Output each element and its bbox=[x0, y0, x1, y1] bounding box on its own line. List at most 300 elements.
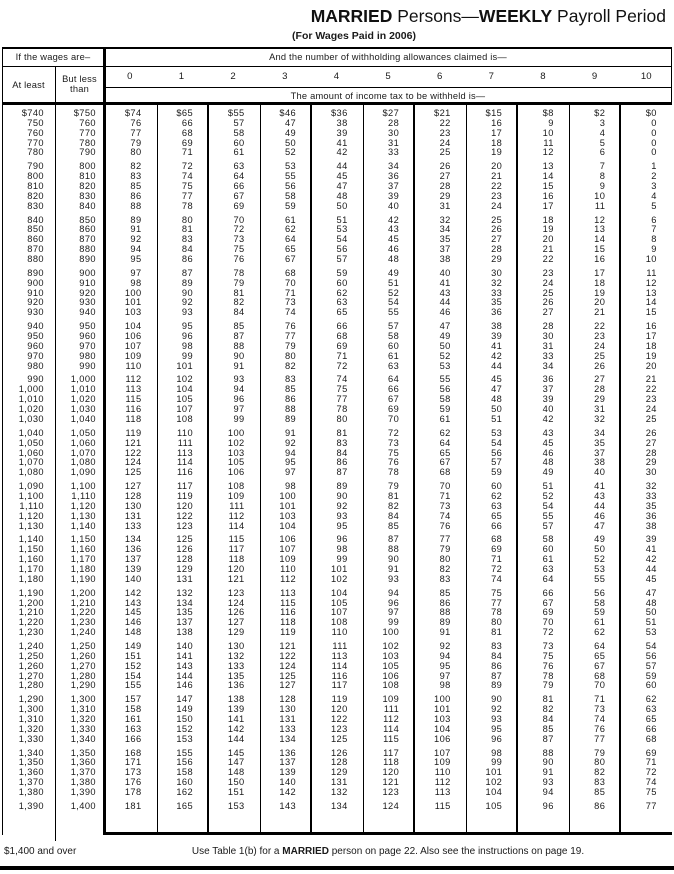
tax-cell: 149 bbox=[124, 640, 142, 651]
tax-cell: 47 bbox=[645, 587, 657, 598]
tax-cell: 126 bbox=[227, 607, 245, 618]
tax-cell: 88 bbox=[388, 544, 400, 555]
tax-cell: 108 bbox=[382, 680, 400, 691]
tax-cell: 87 bbox=[336, 467, 348, 478]
tax-cell: 109 bbox=[434, 757, 451, 768]
tax-cell: 94 bbox=[388, 587, 400, 598]
tax-cell: 73 bbox=[594, 704, 606, 715]
tax-cell: 134 bbox=[330, 800, 348, 811]
tax-cell: 17 bbox=[594, 267, 606, 278]
tax-cell: 50 bbox=[284, 137, 297, 148]
tax-cell: 89 bbox=[284, 413, 297, 424]
wage-but-less-cell: 970 bbox=[79, 340, 96, 351]
tax-cell: 121 bbox=[279, 640, 297, 651]
tax-cell: 84 bbox=[491, 650, 503, 661]
wage-at-least-cell: 1,110 bbox=[19, 500, 44, 511]
tax-cell: 81 bbox=[233, 287, 245, 298]
tax-cell: 59 bbox=[594, 607, 606, 618]
tax-cell: 79 bbox=[388, 481, 400, 492]
tax-cell: 53 bbox=[594, 563, 606, 574]
wage-row-group bbox=[0, 802, 674, 812]
tax-cell: 72 bbox=[388, 427, 400, 438]
tax-cell: 78 bbox=[388, 467, 400, 478]
tax-cell: 91 bbox=[439, 627, 451, 638]
tax-cell: 28 bbox=[542, 321, 554, 332]
tax-cell: 23 bbox=[645, 394, 657, 405]
tax-cell: 21 bbox=[645, 374, 657, 385]
subtitle: (For Wages Paid in 2006) bbox=[292, 30, 416, 42]
tax-cell: 36 bbox=[388, 171, 400, 182]
tax-cell: 66 bbox=[645, 723, 657, 734]
tax-cell: 23 bbox=[542, 267, 554, 278]
tax-cell: 71 bbox=[336, 350, 348, 361]
tax-cell: 64 bbox=[388, 374, 400, 385]
tax-cell: 115 bbox=[125, 394, 142, 405]
tax-cell: 68 bbox=[181, 127, 194, 138]
tax-cell: 158 bbox=[176, 767, 194, 778]
tax-cell: 87 bbox=[233, 331, 245, 342]
tax-cell: 59 bbox=[336, 267, 348, 278]
wage-but-less-cell: 980 bbox=[79, 350, 96, 361]
tax-cell: 126 bbox=[330, 747, 348, 758]
tax-cell: 22 bbox=[594, 321, 606, 332]
tax-cell: 82 bbox=[130, 161, 142, 172]
wage-at-least-cell: 1,380 bbox=[18, 787, 44, 797]
tax-cell: 82 bbox=[284, 360, 297, 371]
tax-cell: 109 bbox=[279, 554, 297, 565]
allowances-label: And the number of withholding allowances claimed is— bbox=[269, 52, 507, 62]
footer-note bbox=[104, 846, 672, 857]
tax-cell: 131 bbox=[176, 573, 194, 584]
tax-cell: 97 bbox=[388, 607, 400, 618]
tax-cell: 163 bbox=[124, 723, 142, 734]
tax-cell: 88 bbox=[130, 200, 142, 211]
tax-cell: 83 bbox=[130, 171, 142, 182]
wage-but-less-cell: 1,050 bbox=[70, 427, 96, 438]
tax-cell: 44 bbox=[645, 563, 657, 574]
tax-cell: 18 bbox=[542, 214, 554, 225]
tax-cell: 48 bbox=[336, 190, 348, 201]
tax-cell: 145 bbox=[124, 607, 142, 618]
tax-cell: 124 bbox=[279, 660, 297, 671]
wage-row-group bbox=[0, 429, 674, 478]
tax-cell: 43 bbox=[542, 427, 554, 438]
tax-cell: 101 bbox=[176, 360, 194, 371]
wage-but-less-cell: 790 bbox=[79, 147, 96, 158]
tax-cell: 130 bbox=[279, 704, 297, 715]
allowance-number-row bbox=[104, 66, 672, 87]
tax-cell: 91 bbox=[233, 360, 245, 371]
allowance-col-header-10: 10 bbox=[640, 71, 652, 82]
tax-cell: 106 bbox=[382, 670, 400, 681]
tax-cell: 111 bbox=[383, 704, 400, 715]
tax-cell: 37 bbox=[594, 447, 606, 458]
tax-cell: 53 bbox=[336, 224, 348, 235]
tax-cell: 72 bbox=[336, 360, 348, 371]
tax-cell: 20 bbox=[542, 234, 554, 245]
wage-at-least-cell: 790 bbox=[27, 161, 44, 172]
table-row bbox=[0, 148, 674, 158]
tax-cell: 107 bbox=[124, 340, 142, 351]
tax-cell: 122 bbox=[330, 713, 348, 724]
tax-cell: 66 bbox=[491, 520, 503, 531]
tax-cell: 52 bbox=[594, 554, 606, 565]
tax-cell: 137 bbox=[176, 617, 194, 628]
tax-cell: 72 bbox=[233, 224, 245, 235]
tax-cell: 117 bbox=[383, 747, 400, 758]
tax-cell: 59 bbox=[645, 670, 657, 681]
tax-cell: 162 bbox=[176, 787, 194, 797]
tax-cell: 89 bbox=[130, 214, 142, 225]
tax-cell: 82 bbox=[594, 767, 606, 778]
tax-cell: 113 bbox=[280, 587, 297, 598]
tax-cell: 125 bbox=[330, 733, 348, 744]
tax-cell: 114 bbox=[383, 723, 400, 734]
tax-cell: 97 bbox=[439, 670, 451, 681]
tax-cell: 72 bbox=[542, 627, 554, 638]
tax-cell: 65 bbox=[284, 244, 297, 255]
tax-cell: 95 bbox=[284, 457, 297, 468]
tax-cell: 86 bbox=[491, 660, 503, 671]
tax-cell: 61 bbox=[388, 350, 400, 361]
tax-cell: 2 bbox=[651, 171, 657, 182]
tax-cell: 123 bbox=[227, 587, 245, 598]
tax-cell: 69 bbox=[491, 544, 503, 555]
tax-cell: 55 bbox=[439, 374, 451, 385]
wage-at-least-cell: 1,100 bbox=[18, 490, 44, 501]
tax-cell: 108 bbox=[227, 481, 245, 492]
tax-cell: 104 bbox=[176, 384, 194, 395]
tax-cell: 73 bbox=[542, 640, 554, 651]
tax-cell: 38 bbox=[594, 457, 606, 468]
tax-cell: 19 bbox=[542, 224, 554, 235]
tax-cell: 114 bbox=[228, 520, 245, 531]
wage-at-least-cell: 1,130 bbox=[18, 520, 44, 531]
tax-cell: 152 bbox=[124, 660, 142, 671]
wage-but-less-cell: 760 bbox=[79, 117, 96, 128]
wage-at-least-cell: 880 bbox=[27, 254, 44, 265]
wage-but-less-cell: 800 bbox=[79, 161, 96, 172]
tax-cell: 72 bbox=[181, 161, 194, 172]
tax-cell: 93 bbox=[336, 510, 348, 521]
tax-cell: 142 bbox=[279, 787, 297, 797]
tax-cell: 35 bbox=[491, 297, 503, 308]
tax-cell: 5 bbox=[651, 200, 657, 211]
tax-cell: 12 bbox=[645, 277, 657, 288]
tax-cell: 100 bbox=[279, 490, 297, 501]
tax-cell: 94 bbox=[542, 787, 554, 797]
tax-cell: 55 bbox=[284, 171, 297, 182]
tax-cell: 48 bbox=[491, 394, 503, 405]
tax-cell: 57 bbox=[645, 660, 657, 671]
column-divider bbox=[207, 105, 209, 832]
tax-cell: 94 bbox=[439, 650, 451, 661]
tax-cell: 133 bbox=[124, 520, 142, 531]
tax-cell: 19 bbox=[645, 350, 657, 361]
tax-cell: 76 bbox=[439, 520, 451, 531]
tax-cell: 50 bbox=[491, 404, 503, 415]
table-row bbox=[0, 308, 674, 318]
tax-cell: 103 bbox=[227, 447, 245, 458]
tax-cell: 55 bbox=[542, 510, 554, 521]
tax-cell: 4 bbox=[599, 127, 606, 138]
tax-cell: 91 bbox=[388, 563, 400, 574]
tax-cell: 15 bbox=[594, 244, 606, 255]
tax-cell: 98 bbox=[284, 481, 297, 492]
tax-cell: 28 bbox=[439, 181, 451, 192]
wage-but-less-cell: 1,400 bbox=[70, 800, 96, 811]
tax-cell: 69 bbox=[542, 607, 554, 618]
tax-cell: 66 bbox=[233, 181, 245, 192]
tax-cell: 62 bbox=[491, 490, 503, 501]
tax-cell: 100 bbox=[382, 627, 400, 638]
wage-but-less-cell: 950 bbox=[79, 321, 96, 332]
tax-cell: 133 bbox=[279, 723, 297, 734]
tax-cell: 76 bbox=[284, 321, 297, 332]
wage-but-less-cell: 1,200 bbox=[70, 587, 96, 598]
tax-cell: 91 bbox=[130, 224, 142, 235]
tax-cell: 145 bbox=[227, 747, 245, 758]
table-row bbox=[0, 522, 674, 532]
wage-but-less-cell: 1,210 bbox=[70, 597, 96, 608]
tax-cell: 102 bbox=[330, 573, 348, 584]
tax-cell: 10 bbox=[645, 254, 657, 265]
tax-cell: 1 bbox=[651, 161, 657, 172]
tax-cell: 42 bbox=[336, 147, 348, 158]
tax-cell: 74 bbox=[491, 573, 503, 584]
tax-cell: 65 bbox=[439, 447, 451, 458]
tax-cell: 90 bbox=[181, 287, 194, 298]
wage-but-less-cell: 820 bbox=[79, 181, 96, 192]
wage-but-less-cell: 1,320 bbox=[70, 713, 96, 724]
tax-cell: 144 bbox=[176, 670, 194, 681]
tax-cell: 25 bbox=[491, 214, 503, 225]
wage-at-least-cell: 750 bbox=[27, 117, 44, 128]
tax-cell: 54 bbox=[336, 234, 348, 245]
tax-cell: 86 bbox=[130, 190, 142, 201]
tax-cell: 113 bbox=[125, 384, 142, 395]
tax-cell: 122 bbox=[124, 447, 142, 458]
tax-cell: 83 bbox=[594, 777, 606, 788]
tax-cell: 60 bbox=[542, 544, 554, 555]
tax-cell: 31 bbox=[542, 340, 554, 351]
wage-at-least-cell: 1,320 bbox=[18, 723, 44, 734]
tax-cell: 137 bbox=[124, 554, 142, 565]
tax-cell: 68 bbox=[336, 331, 348, 342]
tax-cell: 81 bbox=[336, 427, 348, 438]
tax-cell: 30 bbox=[388, 127, 400, 138]
wage-at-least-cell: 950 bbox=[27, 331, 44, 342]
bottom-rule bbox=[0, 866, 674, 870]
tax-cell: 37 bbox=[388, 181, 400, 192]
tax-cell: 112 bbox=[434, 777, 451, 788]
tax-cell: 88 bbox=[284, 404, 297, 415]
tax-cell: 176 bbox=[124, 777, 142, 788]
tax-cell: 49 bbox=[594, 534, 606, 545]
tax-cell: 47 bbox=[336, 181, 348, 192]
tax-cell: 118 bbox=[125, 413, 142, 424]
tax-cell: 116 bbox=[177, 467, 194, 478]
tax-cell: 97 bbox=[130, 267, 142, 278]
tax-cell: $36 bbox=[330, 108, 348, 118]
allowance-col-header-7: 7 bbox=[488, 71, 494, 82]
tax-cell: 24 bbox=[491, 200, 503, 211]
tax-cell: 92 bbox=[336, 500, 348, 511]
tax-cell: 0 bbox=[651, 137, 657, 148]
tax-cell: 6 bbox=[651, 214, 657, 225]
wage-row-group bbox=[0, 109, 674, 158]
tax-cell: $0 bbox=[645, 108, 657, 118]
tax-cell: 101 bbox=[485, 767, 503, 778]
tax-cell: 0 bbox=[651, 127, 657, 138]
tax-cell: 101 bbox=[279, 500, 297, 511]
tax-cell: 57 bbox=[233, 117, 245, 128]
table-row bbox=[0, 788, 674, 798]
tax-cell: 36 bbox=[542, 374, 554, 385]
tax-cell: 100 bbox=[227, 427, 245, 438]
tax-cell: 84 bbox=[388, 510, 400, 521]
tax-cell: 92 bbox=[439, 640, 451, 651]
tax-cell: 39 bbox=[388, 190, 400, 201]
tax-cell: 56 bbox=[594, 587, 606, 598]
tax-cell: 53 bbox=[439, 360, 451, 371]
tax-cell: 25 bbox=[594, 350, 606, 361]
tax-cell: 52 bbox=[284, 147, 297, 158]
footer-note-pre: Use Table 1(b) for a bbox=[191, 846, 283, 857]
but-less-than-label: But less than bbox=[62, 74, 97, 94]
tax-cell: 109 bbox=[124, 350, 142, 361]
wage-at-least-cell: 1,010 bbox=[18, 394, 44, 405]
tax-cell: 54 bbox=[388, 297, 400, 308]
wages-data-divider bbox=[103, 105, 106, 832]
tax-cell: 138 bbox=[176, 627, 194, 638]
tax-cell: 89 bbox=[181, 277, 194, 288]
allowance-col-header-6: 6 bbox=[436, 71, 443, 82]
tax-cell: 74 bbox=[336, 374, 348, 385]
tax-cell: 43 bbox=[439, 287, 451, 298]
wage-but-less-cell: 990 bbox=[79, 360, 96, 371]
tax-cell: 127 bbox=[227, 617, 245, 628]
wage-but-less-cell: 810 bbox=[79, 171, 96, 182]
tax-cell: 16 bbox=[594, 254, 606, 265]
tax-cell: 55 bbox=[594, 573, 606, 584]
wage-but-less-cell: 1,120 bbox=[70, 500, 96, 511]
tax-cell: 140 bbox=[176, 640, 194, 651]
tax-cell: $65 bbox=[176, 108, 194, 118]
tax-cell: 110 bbox=[177, 427, 194, 438]
tax-cell: 113 bbox=[331, 650, 348, 661]
wage-but-less-cell: 1,240 bbox=[70, 627, 96, 638]
amount-withheld-label: The amount of income tax to be withheld is— bbox=[290, 91, 486, 101]
wage-row-group bbox=[0, 269, 674, 318]
tax-cell: 25 bbox=[645, 413, 657, 424]
tax-cell: 65 bbox=[645, 713, 657, 724]
tax-cell: 24 bbox=[645, 404, 657, 415]
wage-but-less-cell: 860 bbox=[79, 224, 96, 235]
wage-but-less-cell: 770 bbox=[79, 127, 96, 138]
tax-cell: 51 bbox=[336, 214, 348, 225]
wage-at-least-cell: 1,020 bbox=[18, 404, 44, 415]
tax-cell: 118 bbox=[280, 617, 297, 628]
tax-cell: 45 bbox=[388, 234, 400, 245]
wage-at-least-cell: 1,260 bbox=[18, 660, 44, 671]
table-row bbox=[0, 415, 674, 425]
tax-cell: 113 bbox=[434, 787, 451, 797]
wage-at-least-cell: 1,250 bbox=[18, 650, 44, 661]
tax-cell: 72 bbox=[645, 767, 657, 778]
tax-cell: 50 bbox=[645, 607, 657, 618]
tax-cell: 99 bbox=[491, 757, 503, 768]
tax-cell: 76 bbox=[233, 254, 245, 265]
tax-cell: 138 bbox=[227, 694, 245, 705]
wage-but-less-cell: 780 bbox=[79, 137, 96, 148]
wage-at-least-cell: 1,200 bbox=[18, 597, 44, 608]
wage-at-least-cell: 1,090 bbox=[18, 481, 44, 492]
tax-cell: 42 bbox=[542, 413, 554, 424]
tax-cell: 50 bbox=[439, 340, 451, 351]
tax-cell: 130 bbox=[124, 500, 142, 511]
body-left-rule bbox=[2, 105, 3, 835]
wage-row-group bbox=[0, 695, 674, 744]
tax-cell: 68 bbox=[284, 267, 297, 278]
wage-but-less-cell: 910 bbox=[79, 277, 96, 288]
tax-cell: 48 bbox=[388, 254, 400, 265]
wage-at-least-cell: 1,000 bbox=[18, 384, 44, 395]
tax-cell: 63 bbox=[645, 704, 657, 715]
column-divider bbox=[310, 105, 312, 832]
tax-cell: 63 bbox=[336, 297, 348, 308]
wage-but-less-cell: 1,260 bbox=[70, 650, 96, 661]
tax-cell: 143 bbox=[279, 800, 297, 811]
tax-cell: 139 bbox=[227, 704, 245, 715]
tax-cell: 98 bbox=[491, 747, 503, 758]
tax-cell: 112 bbox=[125, 374, 142, 385]
tax-cell: 45 bbox=[491, 374, 503, 385]
tax-cell: 109 bbox=[382, 694, 400, 705]
tax-cell: 91 bbox=[284, 427, 297, 438]
tax-cell: 96 bbox=[336, 534, 348, 545]
tax-cell: 70 bbox=[542, 617, 554, 628]
tax-cell: 45 bbox=[645, 573, 657, 584]
tax-cell: 72 bbox=[491, 563, 503, 574]
tax-cell: 153 bbox=[176, 733, 194, 744]
tax-cell: 90 bbox=[233, 350, 245, 361]
tax-cell: 22 bbox=[439, 117, 451, 128]
tax-cell: 107 bbox=[279, 544, 297, 555]
tax-cell: $21 bbox=[434, 108, 451, 118]
tax-cell: 96 bbox=[491, 733, 503, 744]
tax-cell: 95 bbox=[439, 660, 451, 671]
tax-cell: 32 bbox=[594, 413, 606, 424]
wage-at-least-cell: 1,390 bbox=[18, 800, 44, 811]
tax-cell: 58 bbox=[439, 394, 451, 405]
wage-at-least-cell: 1,170 bbox=[18, 563, 44, 574]
wage-but-less-cell: 1,080 bbox=[70, 457, 96, 468]
tax-cell: 33 bbox=[542, 350, 554, 361]
tax-cell: 20 bbox=[645, 360, 657, 371]
tax-cell: 99 bbox=[233, 413, 245, 424]
tax-cell: 88 bbox=[439, 607, 451, 618]
tax-cell: 118 bbox=[383, 757, 400, 768]
allowance-col-header-1: 1 bbox=[178, 71, 185, 82]
tax-cell: 96 bbox=[181, 331, 194, 342]
tax-cell: 23 bbox=[491, 190, 503, 201]
tax-cell: 75 bbox=[491, 587, 503, 598]
tax-cell: 38 bbox=[491, 321, 503, 332]
tax-cell: 106 bbox=[227, 467, 245, 478]
tax-cell: 13 bbox=[645, 287, 657, 298]
tax-cell: 52 bbox=[388, 287, 400, 298]
